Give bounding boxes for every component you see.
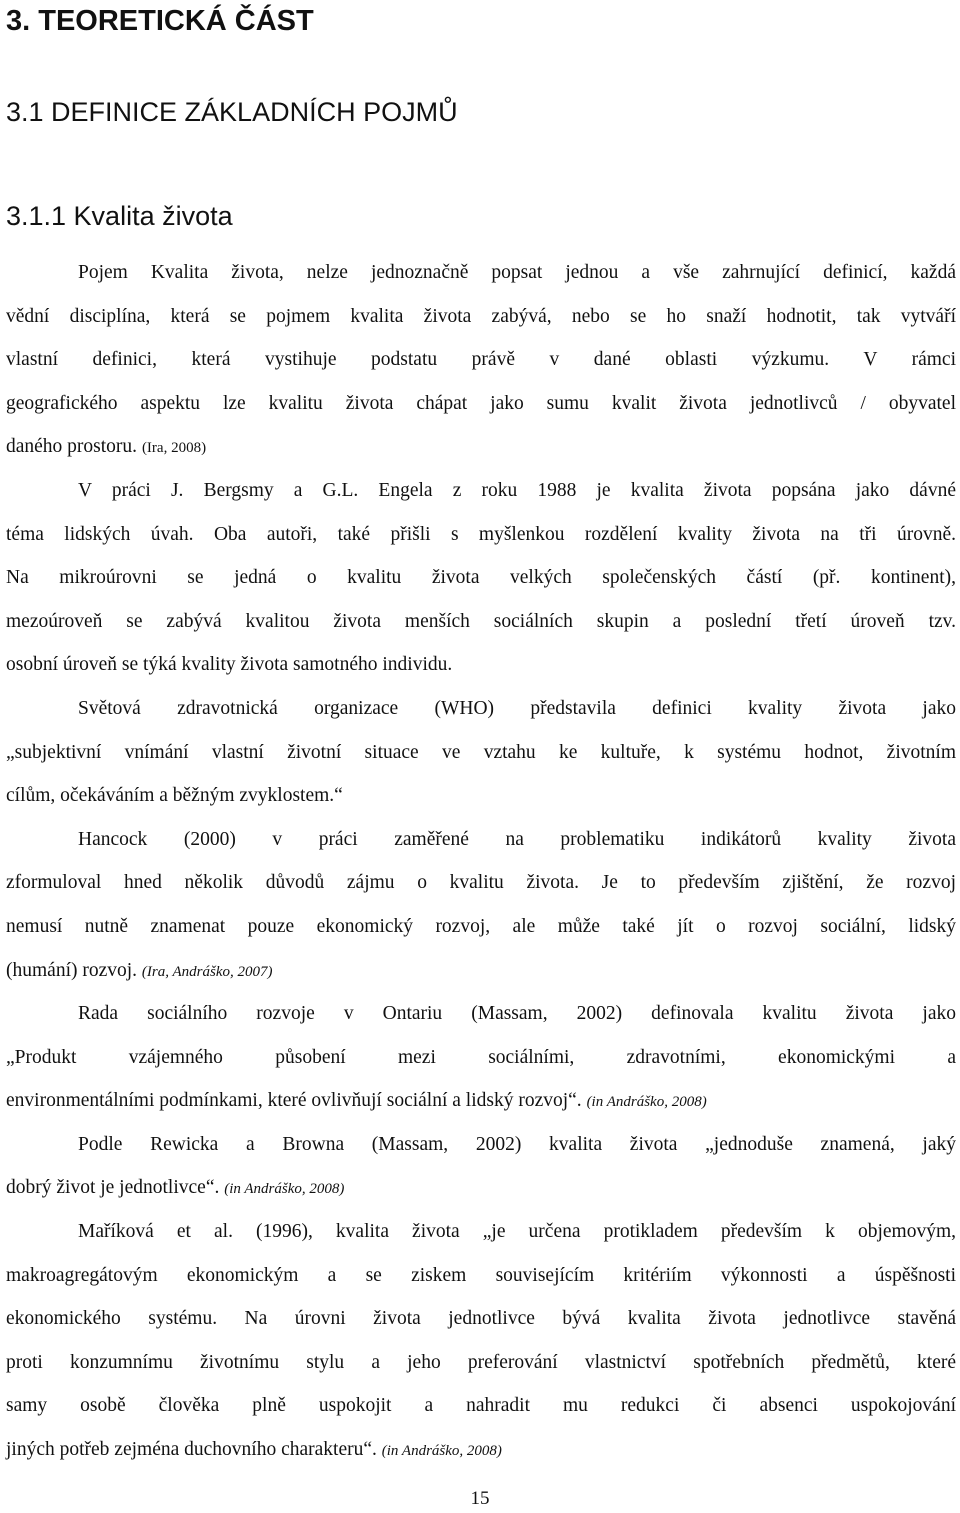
text-line xyxy=(6,425,956,469)
citation: (Ira, 2008) xyxy=(141,440,207,457)
text-line: zformuloval hned několik důvodů zájmu o kvalitu života. Je to především zjištění, že rozvoj xyxy=(6,872,956,894)
citation: (in Andráško, 2008) xyxy=(224,1181,345,1198)
section-heading: 3.1 DEFINICE ZÁKLADNÍCH POJMŮ xyxy=(6,97,458,127)
body-text xyxy=(6,251,956,1472)
text-line: Maříková et al. (1996), kvalita života „je určena protikladem především k objemovým, xyxy=(78,1221,956,1243)
subsection-heading: 3.1.1 Kvalita života xyxy=(6,201,233,231)
text-line: Podle Rewicka a Browna (Massam, 2002) kvalita života „jednoduše znamená, jaký xyxy=(78,1133,956,1155)
text-line xyxy=(6,1166,956,1210)
text-line: geografického aspektu lze kvalitu života chápat jako sumu kvalit života jednotlivců / obyvatel xyxy=(6,392,956,414)
text-line: ekonomického systému. Na úrovni života jednotlivce bývá kvalita života jednotlivce stavěná xyxy=(6,1308,956,1330)
text-line: cílům, očekáváním a běžným zvyklostem.“ xyxy=(6,785,343,807)
text-line: vědní disciplína, která se pojmem kvalita života zabývá, nebo se ho snaží hodnotit, tak vytváří xyxy=(6,305,956,327)
text-line: Rada sociálního rozvoje v Ontariu (Massam, 2002) definovala kvalitu života jako xyxy=(78,1003,956,1025)
text-segment: daného prostoru. xyxy=(6,436,138,458)
text-line: Hancock (2000) v práci zaměřené na problematiku indikátorů kvality života xyxy=(78,828,956,850)
text-line: samy osobě člověka plně uspokojit a nahradit mu redukci či absenci uspokojování xyxy=(6,1395,956,1417)
text-line: téma lidských úvah. Oba autoři, také přišli s myšlenkou rozdělení kvality života na tři úrovně. xyxy=(6,523,956,545)
text-line: „Produkt vzájemného působení mezi sociálními, zdravotními, ekonomickými a xyxy=(6,1046,956,1068)
text-segment: environmentálními podmínkami, které ovlivňují sociální a lidský rozvoj“. xyxy=(6,1090,582,1112)
text-segment: jiných potřeb zejména duchovního charakteru“. xyxy=(6,1439,377,1461)
text-line: mezoúroveň se zabývá kvalitou života menších sociálních skupin a poslední třetí úroveň tzv. xyxy=(6,610,956,632)
text-line: makroagregátovým ekonomickým a se ziskem souvisejícím kritériím výkonnosti a úspěšnosti xyxy=(6,1264,956,1286)
text-segment: dobrý život je jednotlivce“. xyxy=(6,1177,220,1199)
text-line: nemusí nutně znamenat pouze ekonomický rozvoj, ale může také jít o rozvoj sociální, lidský xyxy=(6,915,956,937)
text-segment: (humání) rozvoj. xyxy=(6,959,138,981)
text-line xyxy=(6,1079,956,1123)
text-line: Na mikroúrovni se jedná o kvalitu života velkých společenských částí (př. kontinent), xyxy=(6,567,956,589)
text-line: osobní úroveň se týká kvality života samotného individu. xyxy=(6,654,453,676)
chapter-heading: 3. TEORETICKÁ ČÁST xyxy=(6,5,314,37)
text-line xyxy=(6,949,956,993)
text-line: Světová zdravotnická organizace (WHO) představila definici kvality života jako xyxy=(78,697,956,719)
citation: (in Andráško, 2008) xyxy=(586,1094,707,1111)
text-line: vlastní definici, která vystihuje podstatu právě v dané oblasti výzkumu. V rámci xyxy=(6,349,956,371)
citation: (in Andráško, 2008) xyxy=(381,1443,502,1460)
text-line: proti konzumnímu životnímu stylu a jeho preferování vlastnictví spotřebních předmětů, které xyxy=(6,1351,956,1373)
text-line: Pojem Kvalita života, nelze jednoznačně popsat jednou a vše zahrnující definicí, každá xyxy=(78,262,956,283)
text-line xyxy=(6,1428,956,1472)
text-line: V práci J. Bergsmy a G.L. Engela z roku 1988 je kvalita života popsána jako dávné xyxy=(78,479,956,501)
text-line: „subjektivní vnímání vlastní životní situace ve vztahu ke kultuře, k systému hodnot, životním xyxy=(6,741,956,763)
citation: (Ira, Andráško, 2007) xyxy=(141,963,273,980)
page-number: 15 xyxy=(470,1488,490,1509)
